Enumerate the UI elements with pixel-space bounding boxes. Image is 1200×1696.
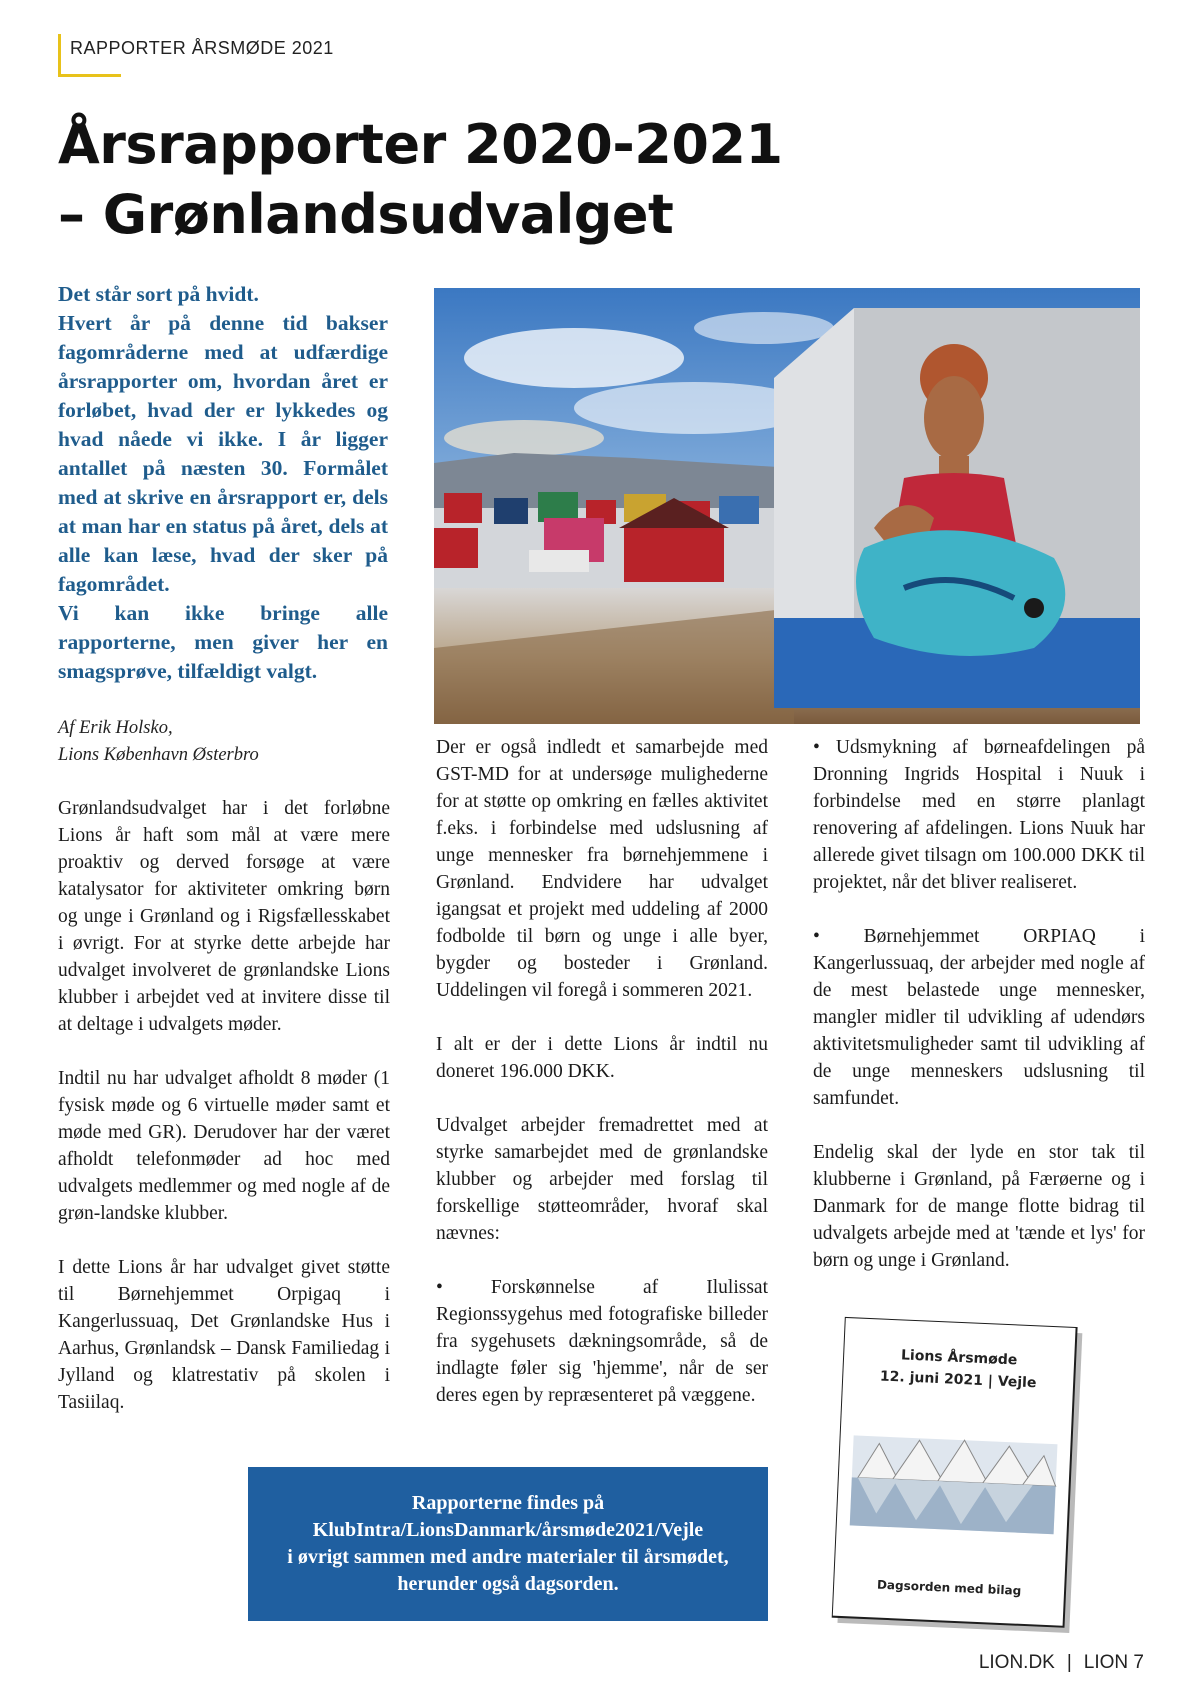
byline-club: Lions København Østerbro <box>58 745 259 765</box>
byline-author: Af Erik Holsko, <box>58 718 173 738</box>
footer-separator: | <box>1066 1652 1072 1673</box>
title-line-1: Årsrapporter 2020-2021 <box>58 113 783 176</box>
col1-paragraph-1: Grønlandsudvalget har i det forløbne Lions år haft som mål at være mere proaktiv og derved forsøge at være katalysator for aktiviteter omkring børn og unge i Grønland og i Rigsfællesskabet i øvrigt. For at styrke dette arbejde har udvalget involveret de grønlandske Lions klubber i arbejdet ved at invitere disse til at deltage i udvalgets møder. <box>58 798 390 1035</box>
col3-bullet-2: • Udsmykning af børneafdelingen på Dronning Ingrids Hospital i Nuuk i forbindelse med en større planlagt renovering af afdelingen. Lions Nuuk har allerede givet tilsagn om 100.000 DKK til projektet, når det bliver realiseret. <box>813 737 1145 893</box>
greenland-mural-photo <box>434 288 1140 724</box>
intro-line: Det står sort på hvidt. <box>58 282 259 306</box>
col3-bullet-3: • Børnehjemmet ORPIAQ i Kangerlussuaq, der arbejder med nogle af de mest belastede unge mennesker, mangler midler til udvikling af udendørs aktivitetsmuligheder samt til udvikling af de unge menneskers udslusning til samfundet. <box>813 926 1145 1109</box>
title-line-2: – Grønlandsudvalget <box>58 183 674 246</box>
col1-paragraph-3: I dette Lions år har udvalget givet støtte til Børnehjemmet Orpigaq i Kangerlussuaq, Det Grønlandske Hus i Aarhus, Grønlandsk – Dansk Familiedag i Jylland og klatrestativ på skolen i Tasiilaq. <box>58 1257 390 1413</box>
column-2 <box>436 734 768 1436</box>
agenda-date: 12. juni 2021 | Vejle <box>879 1368 1037 1392</box>
agenda-cover <box>831 1317 1084 1635</box>
intro-closing: Vi kan ikke bringe alle rapporterne, men giver her en smagsprøve, tilfældigt valgt. <box>58 601 388 683</box>
footer-page-number: LION 7 <box>1083 1652 1144 1673</box>
col2-paragraph-3: Udvalget arbejder fremadrettet med at styrke samarbejdet med de grønlandske klubber og arbejder med forslag til forskellige støtteområder, hvoraf skal nævnes: <box>436 1115 768 1244</box>
info-line-4: herunder også dagsorden. <box>397 1573 619 1595</box>
footer-site: LION.DK <box>978 1652 1055 1673</box>
col3-closing: Endelig skal der lyde en stor tak til klubberne i Grønland, på Færøerne og i Danmark for de mange flotte bidrag til udvalgets arbejde med at 'tænde et lys' for børn og unge i Grønland. <box>813 1142 1145 1271</box>
col2-paragraph-2: I alt er der i dette Lions år indtil nu doneret 196.000 DKK. <box>436 1034 768 1082</box>
agenda-caption: Dagsorden med bilag <box>876 1577 1022 1598</box>
info-line-2: KlubIntra/LionsDanmark/årsmøde2021/Vejle <box>312 1519 704 1541</box>
column-1 <box>58 795 390 1443</box>
info-line-1: Rapporterne findes på <box>411 1492 605 1514</box>
section-label: RAPPORTER ÅRSMØDE 2021 <box>70 38 334 58</box>
page-footer <box>979 1652 1144 1674</box>
col2-bullet-1: • Forskønnelse af Ilulissat Regionssygehus med fotografiske billeder fra sygehusets dækningsområde, så de indlagte føler sig 'hjemme', når de ser deres egen by repræsenteret på væggene. <box>436 1277 768 1406</box>
page-title <box>58 110 1058 250</box>
intro-lead <box>58 280 388 686</box>
col1-paragraph-2: Indtil nu har udvalget afholdt 8 møder (1 fysisk møde og 6 virtuelle møder samt et møde med GR). Derudover har der været afholdt telefonmøder ad hoc med udvalgets medlemmer og med nogle af de grøn-landske klubber. <box>58 1068 390 1224</box>
byline <box>58 715 388 769</box>
info-line-3: i øvrigt sammen med andre materialer til årsmødet, <box>287 1546 729 1568</box>
col2-paragraph-1: Der er også indledt et samarbejde med GST-MD for at undersøge mulighederne for at støtte op omkring en fælles aktivitet f.eks. i forbindelse med udslusning af unge mennesker fra børnehjemmene i Grønland. Endvidere har udvalget igangsat et projekt med uddeling af 2000 fodbolde til børn og unge i alle byer, bygder og bosteder i Grønland. Uddelingen vil foregå i sommeren 2021. <box>436 737 768 1001</box>
agenda-title: Lions Årsmøde <box>900 1347 1018 1369</box>
column-3 <box>813 734 1145 1301</box>
intro-paragraph: Hvert år på denne tid bakser fagområderne med at udfærdige årsrapporter om, hvordan året er forløbet, hvad der er lykkedes og hvad nåede vi ikke. I år ligger antallet på næsten 30. Formålet med at skrive en årsrapport er, dels at man har en status på året, dels at alle kan læse, hvad der sker på fagområdet. <box>58 311 388 596</box>
info-box <box>248 1467 768 1621</box>
